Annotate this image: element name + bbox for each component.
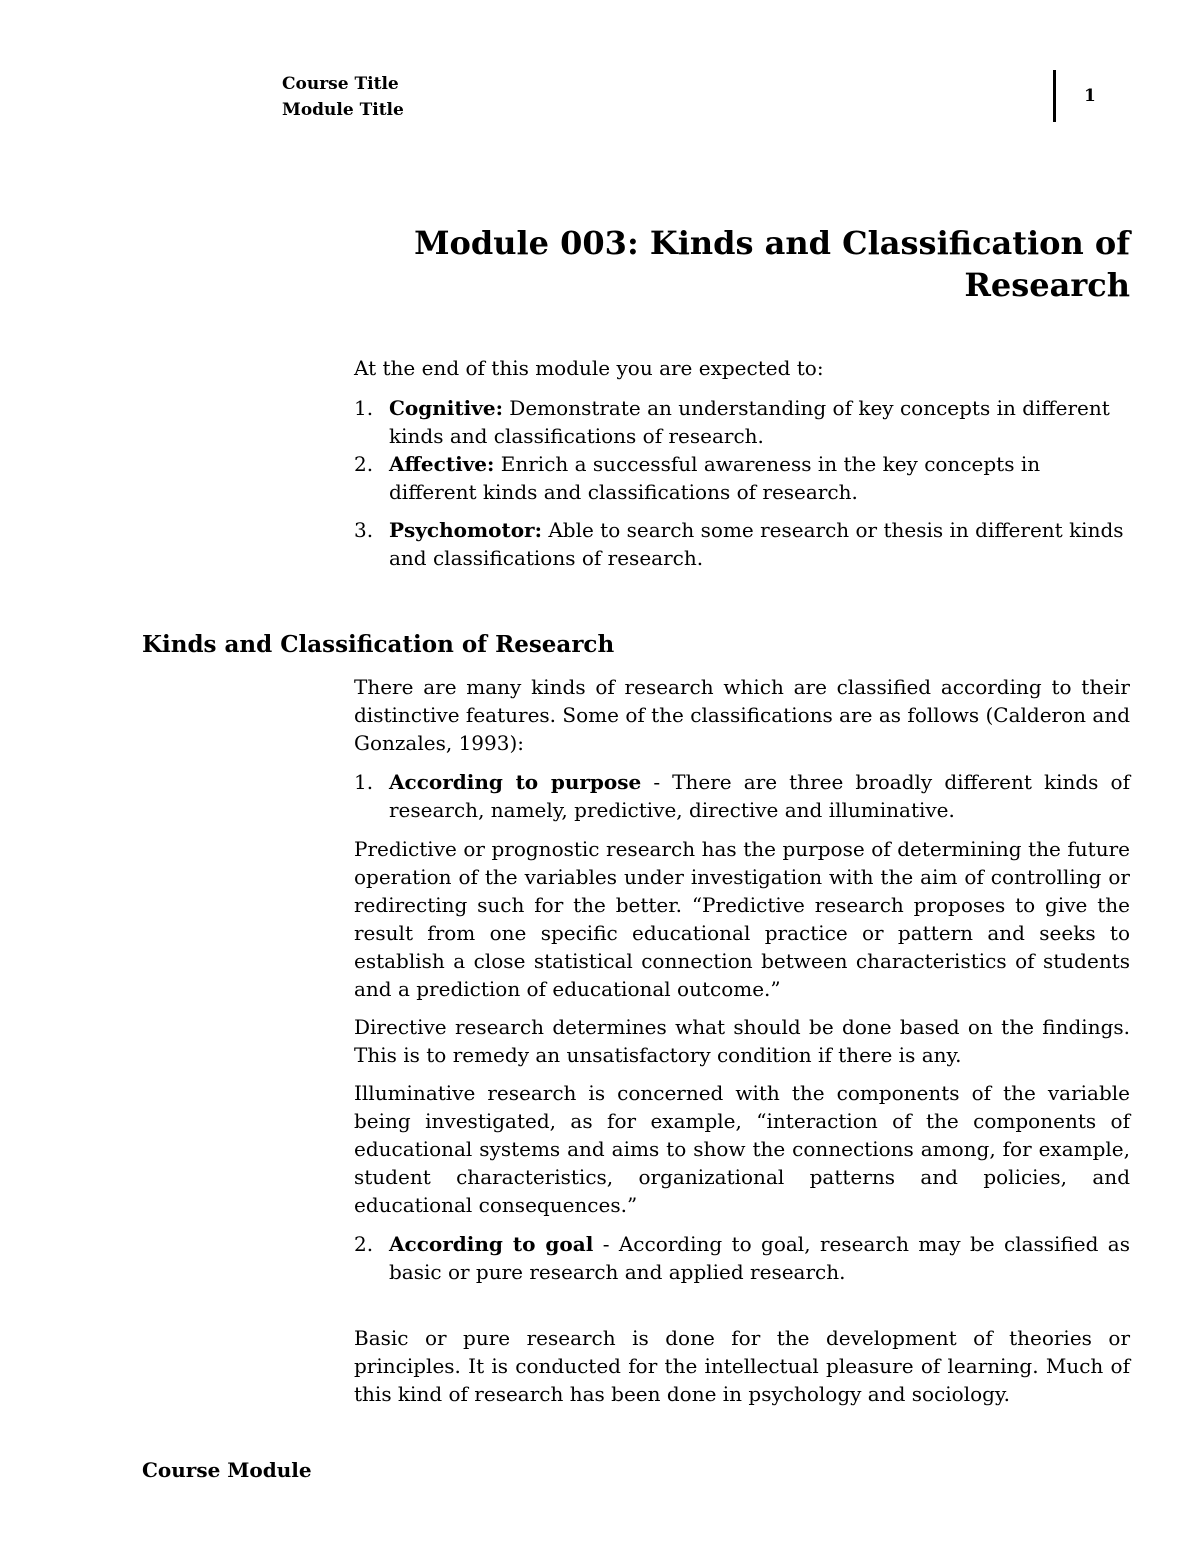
section-heading: Kinds and Classification of Research — [142, 631, 615, 658]
objective-number: 3. — [354, 518, 374, 542]
section-body — [354, 673, 1130, 1408]
section-intro: There are many kinds of research which are classified according to their distinctive features. Some of the classifications are as follows (Calderon and Gonzales, 1993): — [354, 675, 1130, 755]
header-module-title: Module Title — [282, 100, 404, 120]
classification-text: - According to goal, research may be classified as basic or pure research and applied research. — [389, 1232, 1130, 1284]
paragraph-predictive: Predictive or prognostic research has the purpose of determining the future operation of the variables under investigation with the aim of controlling or redirecting such for the better. “Predictive research proposes to give the result from one specific educational practice or pattern and seeks to establish a close statistical connection between characteristics of students and a prediction of educational outcome.” — [354, 837, 1130, 1001]
objective-label: Affective: — [389, 452, 495, 476]
objective-psychomotor — [354, 516, 1130, 572]
page-title-line-1: Module 003: Kinds and Classification of — [414, 224, 1130, 262]
objective-text: Demonstrate an understanding of key concepts in different kinds and classifications of research. — [389, 396, 1110, 448]
page-title — [370, 222, 1130, 306]
footer-course-module: Course Module — [142, 1458, 312, 1482]
objective-label: Cognitive: — [389, 396, 503, 420]
page-title-line-2: Research — [964, 266, 1130, 304]
objectives-intro: At the end of this module you are expected to: — [354, 356, 824, 380]
objective-number: 2. — [354, 452, 374, 476]
paragraph-basic: Basic or pure research is done for the development of theories or principles. It is conducted for the intellectual pleasure of learning. Much of this kind of research has been done in psychology and sociology. — [354, 1326, 1130, 1406]
objective-affective — [354, 450, 1130, 506]
classification-number: 1. — [354, 770, 374, 794]
classification-purpose — [354, 768, 1130, 824]
classification-label: According to purpose — [389, 770, 642, 794]
header-divider — [1053, 70, 1056, 122]
objective-number: 1. — [354, 396, 374, 420]
paragraph-illuminative: Illuminative research is concerned with the components of the variable being investigated, as for example, “interaction of the components of educational systems and aims to show the connections among, for example, student characteristics, organizational patterns and policies, and educational consequences.” — [354, 1081, 1130, 1217]
classification-text: - There are three broadly different kinds of research, namely, predictive, directive and illuminative. — [389, 770, 1130, 822]
objectives — [354, 354, 1130, 572]
objective-text: Enrich a successful awareness in the key concepts in different kinds and classifications of research. — [389, 452, 1041, 504]
paragraph-directive: Directive research determines what should be done based on the findings. This is to remedy an unsatisfactory condition if there is any. — [354, 1015, 1130, 1067]
classification-label: According to goal — [389, 1232, 594, 1256]
page-number: 1 — [1084, 86, 1096, 106]
objective-label: Psychomotor: — [389, 518, 542, 542]
header-course-title: Course Title — [282, 74, 399, 94]
classification-number: 2. — [354, 1232, 374, 1256]
objective-text: Able to search some research or thesis in different kinds and classifications of research. — [389, 518, 1124, 570]
objective-cognitive — [354, 394, 1130, 450]
classification-goal — [354, 1230, 1130, 1286]
